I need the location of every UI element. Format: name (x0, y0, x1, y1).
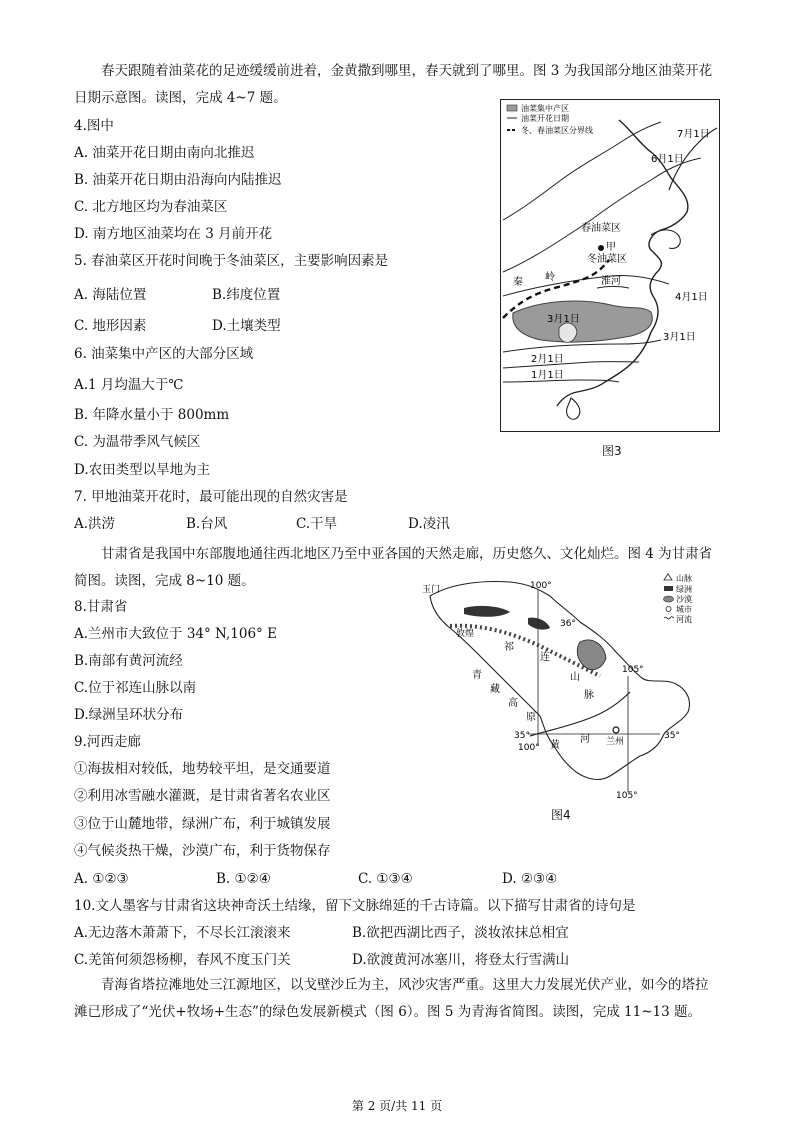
figure4-map (420, 566, 730, 802)
q9-statement-2: ②利用冰雪融水灌溉，是甘肃省著名农业区 (74, 788, 331, 804)
q4-option-c: C. 北方地区均为春油菜区 (74, 199, 228, 215)
legend-label-isoline: 油菜开花日期 (521, 114, 569, 123)
legend-label-desert: 沙漠 (676, 595, 692, 604)
label-lian: 连 (540, 652, 550, 663)
label-lat35-left: 35° (514, 731, 530, 741)
q9-option-b: B. ①②④ (216, 871, 271, 887)
label-jun1: 6月1日 (651, 154, 684, 165)
label-winter-area: 冬油菜区 (587, 254, 627, 265)
intro-paragraph-qinghai: 青海省塔拉滩地处三江源地区，以戈壁沙丘为主，风沙灾害严重。这里大力发展光伏产业，如今的塔拉滩已形成了“光伏+牧场+生态”的绿色发展新模式（图 6）。图 5 为青海省简图。读图，完成 11~13 题。 (74, 977, 709, 1020)
isoline-feb1 (503, 362, 639, 368)
label-jul1: 7月1日 (677, 129, 710, 140)
page-footer: 第 2 页/共 11 页 (351, 1099, 443, 1113)
figure4-caption: 图4 (551, 808, 571, 822)
q8-option-d: D.绿洲呈环状分布 (74, 707, 184, 723)
q9-option-c: C. ①③④ (358, 871, 413, 887)
q8-option-b: B.南部有黄河流经 (74, 653, 183, 669)
legend-mountain-icon (664, 574, 672, 580)
q9-option-d: D. ②③④ (502, 871, 558, 887)
label-mar1-coast: 3月1日 (663, 332, 696, 343)
lanzhou-city-marker (613, 727, 619, 733)
label-lanzhou: 兰州 (606, 737, 625, 747)
q9-option-a: A. ①②③ (74, 871, 129, 887)
q7-option-a: A.洪涝 (74, 516, 116, 532)
q10-option-d: D.欲渡黄河冰塞川，将登太行雪满山 (352, 952, 570, 968)
figure3-svg (501, 100, 719, 431)
figure3-map (500, 99, 720, 432)
q6-option-b: B. 年降水量小于 800mm (74, 407, 230, 423)
label-lon105-top: 105° (622, 665, 644, 675)
q9-statement-1: ①海拔相对较低，地势较平坦，是交通要道 (74, 761, 331, 777)
figure3-caption: 图3 (602, 444, 622, 458)
q7-option-c: C.干旱 (296, 516, 338, 532)
legend-river-icon (664, 617, 674, 619)
q7-option-b: B.台风 (186, 516, 228, 532)
label-lon100-bottom: 100° (518, 743, 540, 753)
q9-statement-4: ④气候炎热干燥，沙漠广布，利于货物保存 (74, 843, 331, 859)
label-jia: 甲 (606, 242, 616, 253)
q5-option-d: D.土壤类型 (212, 318, 281, 334)
label-dunhuang: 敦煌 (456, 629, 475, 639)
q5-option-b: B.纬度位置 (212, 287, 281, 303)
q7-option-d: D.凌汛 (408, 516, 450, 532)
q5-option-a: A. 海陆位置 (74, 287, 147, 303)
q4-option-a: A. 油菜开花日期由南向北推迟 (74, 145, 255, 161)
q10-option-c: C.羌笛何须怨杨柳，春风不度玉门关 (74, 952, 291, 968)
label-he: 河 (580, 734, 590, 745)
label-lat35-right: 35° (664, 731, 680, 741)
label-mai: 脉 (584, 690, 594, 701)
label-feb1: 2月1日 (531, 354, 564, 365)
label-qing: 青 (472, 670, 482, 681)
label-qin: 秦 (513, 277, 523, 288)
intro-paragraph-rapeseed: 春天跟随着油菜花的足迹缓缓前进着，金黄撒到哪里，春天就到了哪里。图 3 为我国部分地区油菜开花日期示意图。读图，完成 4~7 题。 (74, 63, 713, 106)
legend-label-river: 河流 (676, 615, 692, 624)
legend-label-area: 油菜集中产区 (521, 104, 569, 113)
label-jan1: 1月1日 (531, 370, 564, 381)
label-apr1: 4月1日 (675, 292, 708, 303)
label-shan: 山 (570, 672, 580, 683)
legend-label-boundary: 冬、春油菜区分界线 (521, 126, 593, 135)
legend-label-city: 城市 (676, 605, 692, 614)
q4-option-d: D. 南方地区油菜均在 3 月前开花 (74, 226, 273, 242)
label-qi: 祁 (504, 642, 514, 653)
shandong-coast (651, 230, 680, 249)
q6-option-a: A.1 月均温大于℃ (74, 377, 184, 393)
legend-area-swatch (507, 105, 517, 111)
legend-label-mountain: 山脉 (676, 574, 692, 583)
label-huang: 黄 (550, 740, 560, 751)
q4-option-b: B. 油菜开花日期由沿海向内陆推迟 (74, 172, 282, 188)
label-spring-area: 春油菜区 (581, 223, 621, 234)
label-zang: 藏 (490, 684, 500, 695)
intro-paragraph-gansu: 甘肃省是我国中东部腹地通往西北地区乃至中亚各国的天然走廊，历史悠久、文化灿烂。图 4 为甘肃省简图。读图，完成 8~10 题。 (74, 546, 713, 589)
rapeseed-concentrated-area (513, 301, 653, 342)
hainan-island (567, 398, 580, 419)
isoline-jul1 (503, 122, 661, 220)
q6-stem: 6. 油菜集中产区的大部分区域 (74, 346, 254, 362)
q9-statement-3: ③位于山麓地带，绿洲广布，利于城镇发展 (74, 816, 331, 832)
label-lon105-bottom: 105° (616, 791, 638, 801)
q5-option-c: C. 地形因素 (74, 318, 147, 334)
q6-option-c: C. 为温带季风气候区 (74, 434, 201, 450)
q8-option-c: C.位于祁连山脉以南 (74, 680, 197, 696)
point-jia-marker (598, 245, 604, 251)
figure4-svg (420, 566, 730, 802)
q5-stem: 5. 春油菜区开花时间晚于冬油菜区，主要影响因素是 (74, 253, 389, 269)
legend-label-oasis: 绿洲 (676, 585, 692, 594)
q7-stem: 7. 甲地油菜开花时，最可能出现的自然灾害是 (74, 489, 348, 505)
label-mar1-inner: 3月1日 (547, 314, 580, 325)
legend-oasis-icon (664, 586, 673, 591)
q10-stem: 10.文人墨客与甘肃省这块神奇沃土结缘，留下文脉绵延的千古诗篇。以下描写甘肃省的诗句是 (74, 898, 636, 914)
legend-desert-icon (664, 596, 674, 602)
label-yuan: 原 (526, 712, 536, 723)
label-lon100-top: 100° (530, 581, 552, 591)
q8-stem: 8.甘肃省 (74, 599, 128, 615)
sichuan-basin-hole (559, 323, 577, 342)
q4-stem: 4.图中 (74, 118, 114, 134)
label-lat36: 36° (560, 619, 576, 629)
q9-stem: 9.河西走廊 (74, 734, 141, 750)
q10-option-b: B.欲把西湖比西子，淡妆浓抹总相宜 (352, 925, 569, 941)
q10-option-a: A.无边落木萧萧下，不尽长江滚滚来 (74, 925, 291, 941)
label-ling: 岭 (545, 272, 555, 283)
label-gao: 高 (508, 698, 518, 709)
q8-option-a: A.兰州市大致位于 34° N,106° E (74, 626, 277, 642)
legend-city-icon (666, 607, 671, 612)
label-huaihe: 淮河 (601, 276, 621, 287)
label-yumen: 玉门 (422, 585, 441, 595)
q6-option-d: D.农田类型以旱地为主 (74, 462, 211, 478)
